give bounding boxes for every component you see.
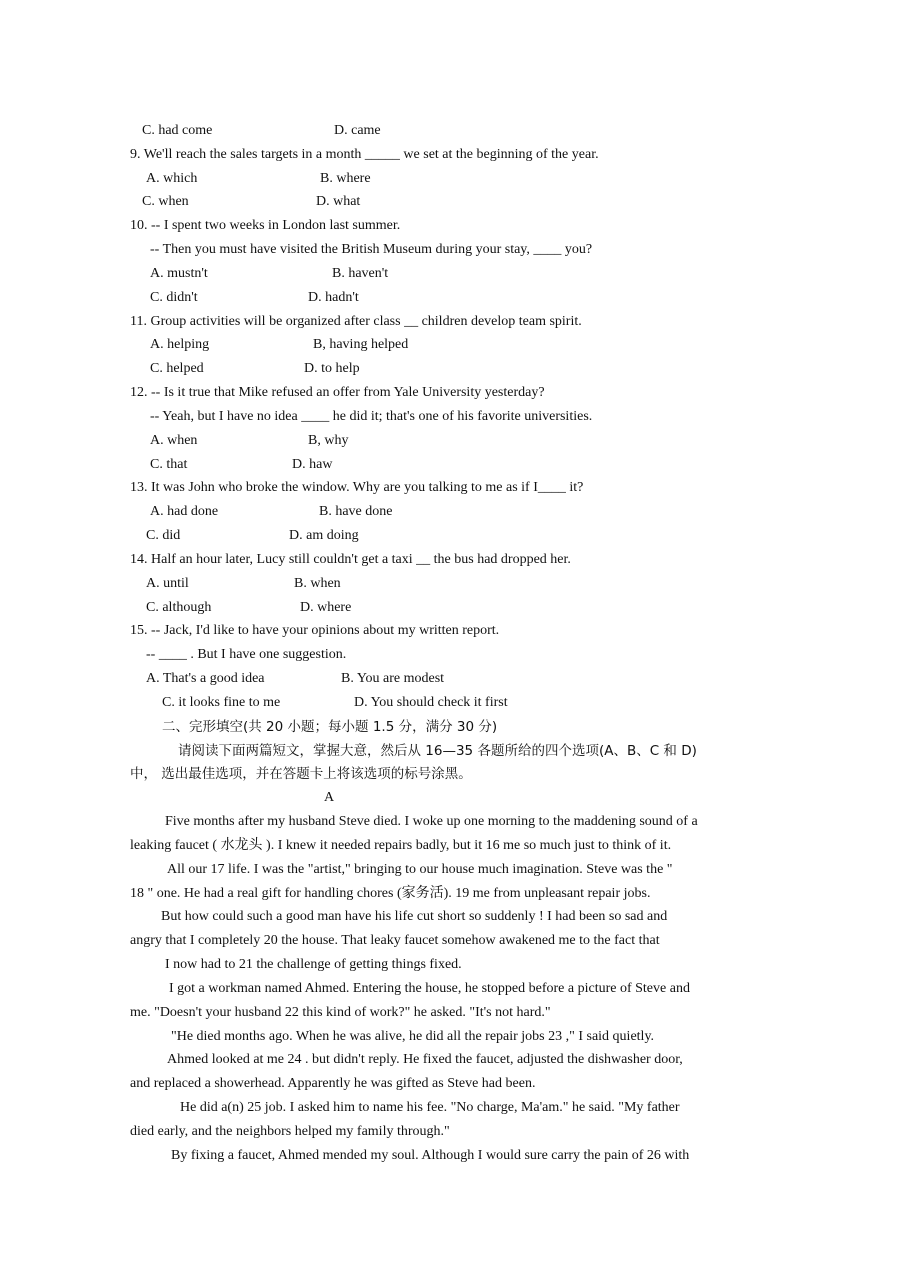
- passage-line: died early, and the neighbors helped my family through.": [130, 1124, 450, 1139]
- section-instructions-line1: 请阅读下面两篇短文，掌握大意，然后从 16—35 各题所给的四个选项(A、B、C 和 D): [178, 743, 697, 759]
- q15-option-a: A. That's a good idea: [146, 671, 265, 686]
- q13-option-c: C. did: [146, 528, 181, 543]
- passage-line: He did a(n) 25 job. I asked him to name his fee. "No charge, Ma'am." he said. "My father: [180, 1100, 680, 1115]
- q8-option-d: D. came: [334, 123, 381, 138]
- q10-stem: 10. -- I spent two weeks in London last summer.: [130, 218, 401, 233]
- q14-stem: 14. Half an hour later, Lucy still couldn't get a taxi __ the bus had dropped her.: [130, 552, 571, 567]
- q12-reply: -- Yeah, but I have no idea ____ he did it; that's one of his favorite universities.: [150, 409, 593, 424]
- passage-line: "He died months ago. When he was alive, he did all the repair jobs 23 ," I said quietly.: [171, 1029, 655, 1044]
- passage-line: Five months after my husband Steve died. I woke up one morning to the maddening sound of a: [165, 814, 698, 829]
- q12-option-b: B, why: [308, 433, 349, 448]
- passage-line: By fixing a faucet, Ahmed mended my soul. Although I would sure carry the pain of 26 with: [171, 1148, 690, 1163]
- q14-option-b: B. when: [294, 576, 341, 591]
- q10-option-a: A. mustn't: [150, 266, 208, 281]
- q14-option-a: A. until: [146, 576, 189, 591]
- passage-line: me. "Doesn't your husband 22 this kind of work?" he asked. "It's not hard.": [130, 1005, 551, 1020]
- q14-option-d: D. where: [300, 600, 352, 615]
- q9-option-a: A. which: [146, 171, 198, 186]
- passage-line: All our 17 life. I was the "artist," bringing to our house much imagination. Steve was the ": [167, 862, 673, 877]
- passage-line: But how could such a good man have his life cut short so suddenly ! I had been so sad and: [161, 909, 668, 924]
- passage-line: I got a workman named Ahmed. Entering the house, he stopped before a picture of Steve and: [169, 981, 690, 996]
- q13-option-d: D. am doing: [289, 528, 359, 543]
- q9-stem: 9. We'll reach the sales targets in a month _____ we set at the beginning of the year.: [130, 147, 599, 162]
- q9-option-d: D. what: [316, 194, 361, 209]
- q15-option-c: C. it looks fine to me: [162, 695, 281, 710]
- q10-option-b: B. haven't: [332, 266, 389, 281]
- q11-option-d: D. to help: [304, 361, 360, 376]
- passage-line: leaking faucet ( 水龙头 ). I knew it needed repairs badly, but it 16 me so much just to think of it.: [130, 838, 672, 853]
- q9-option-b: B. where: [320, 171, 371, 186]
- q15-option-b: B. You are modest: [341, 671, 445, 686]
- q15-reply: -- ____ . But I have one suggestion.: [146, 647, 347, 662]
- q15-option-d: D. You should check it first: [354, 695, 508, 710]
- q10-option-d: D. hadn't: [308, 290, 359, 305]
- q11-stem: 11. Group activities will be organized after class __ children develop team spirit.: [130, 314, 582, 329]
- passage-line: Ahmed looked at me 24 . but didn't reply. He fixed the faucet, adjusted the dishwasher door,: [167, 1052, 683, 1067]
- q12-option-c: C. that: [150, 457, 188, 472]
- q12-option-a: A. when: [150, 433, 198, 448]
- q13-stem: 13. It was John who broke the window. Why are you talking to me as if I____ it?: [130, 480, 584, 495]
- q15-stem: 15. -- Jack, I'd like to have your opinions about my written report.: [130, 623, 500, 638]
- q9-option-c: C. when: [142, 194, 189, 209]
- q13-option-a: A. had done: [150, 504, 219, 519]
- passage-line: angry that I completely 20 the house. That leaky faucet somehow awakened me to the fact that: [130, 933, 660, 948]
- section-instructions-line2: 中， 选出最佳选项，并在答题卡上将该选项的标号涂黑。: [130, 766, 472, 782]
- q11-option-b: B, having helped: [313, 337, 409, 352]
- q10-option-c: C. didn't: [150, 290, 198, 305]
- passage-label: A: [324, 790, 335, 805]
- q11-option-c: C. helped: [150, 361, 204, 376]
- q10-reply: -- Then you must have visited the British Museum during your stay, ____ you?: [150, 242, 593, 257]
- passage-line: I now had to 21 the challenge of getting things fixed.: [165, 957, 462, 972]
- q11-option-a: A. helping: [150, 337, 210, 352]
- q8-option-c: C. had come: [142, 123, 213, 138]
- q14-option-c: C. although: [146, 600, 212, 615]
- q12-option-d: D. haw: [292, 457, 333, 472]
- passage-line: 18 " one. He had a real gift for handling chores (家务活). 19 me from unpleasant repair jobs.: [130, 886, 651, 901]
- passage-line: and replaced a showerhead. Apparently he was gifted as Steve had been.: [130, 1076, 536, 1091]
- section-heading: 二、完形填空(共 20 小题；每小题 1.5 分，满分 30 分): [162, 719, 498, 735]
- q13-option-b: B. have done: [319, 504, 393, 519]
- q12-stem: 12. -- Is it true that Mike refused an offer from Yale University yesterday?: [130, 385, 545, 400]
